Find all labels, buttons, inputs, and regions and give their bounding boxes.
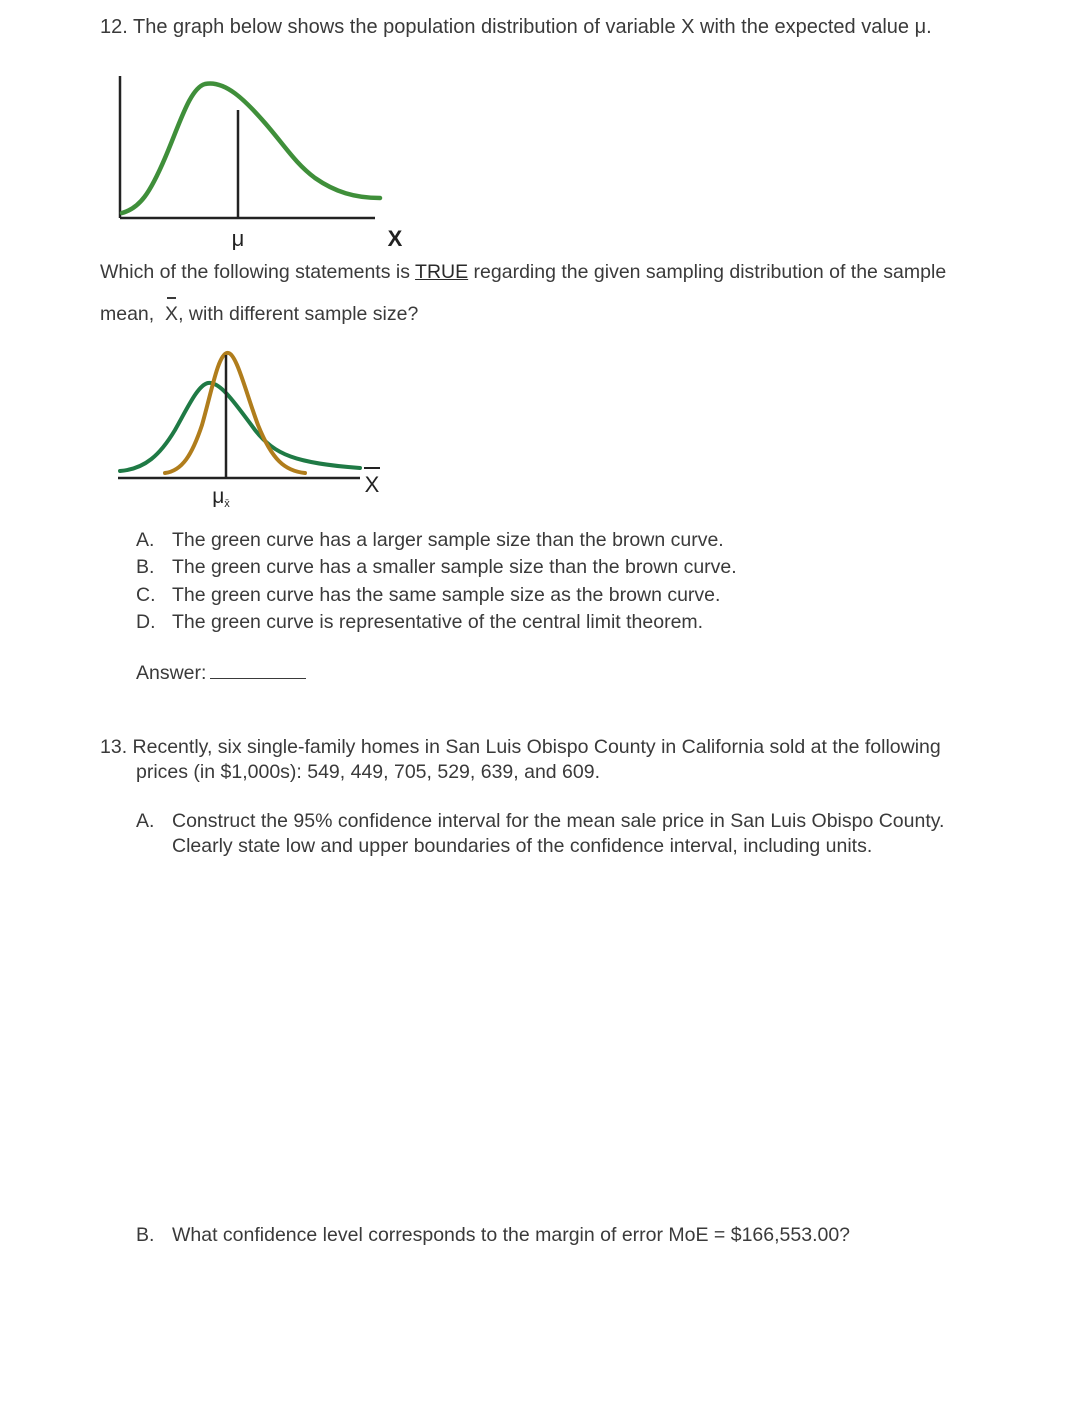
population-curve [122, 83, 380, 213]
question-13 [100, 735, 1040, 785]
prompt-text-cont: regarding the given sampling distribution of the sample [468, 261, 947, 283]
option-a [136, 528, 737, 555]
option-d [136, 610, 737, 637]
option-letter: B. [136, 556, 155, 579]
x-bar-symbol: X [165, 303, 179, 325]
answer-label: Answer: [136, 662, 207, 684]
option-c [136, 583, 737, 610]
option-letter: A. [136, 529, 155, 551]
x-label: X [387, 226, 403, 251]
option-b [136, 555, 737, 582]
question-13-part-b [136, 1224, 850, 1247]
part-text-cont: Clearly state low and upper boundaries of the confidence interval, including units. [172, 835, 873, 857]
part-text: Construct the 95% confidence interval for the mean sale price in San Luis Obispo County. [172, 810, 945, 832]
part-letter: B. [136, 1224, 155, 1246]
answer-options [136, 528, 737, 637]
option-text: The green curve has a smaller sample size than the brown curve. [172, 556, 737, 579]
option-text: The green curve has a larger sample size than the brown curve. [172, 529, 724, 551]
question-12-prompt-line2 [100, 303, 418, 326]
part-text: What confidence level corresponds to the margin of error MoE = $166,553.00? [172, 1224, 851, 1246]
prompt-mean-word: mean, [100, 303, 155, 325]
prompt-text: Which of the following statements is [100, 261, 416, 283]
question-intro-cont: prices (in $1,000s): 549, 449, 705, 529, 639, and 609. [136, 761, 601, 783]
question-number: 12. [100, 16, 128, 38]
question-13-part-a [136, 809, 1036, 859]
question-12-title [100, 16, 932, 39]
mu-xbar-label: μx̄ [212, 485, 230, 510]
question-12-prompt-line1 [100, 261, 946, 284]
prompt-text-end: , with different sample size? [178, 303, 419, 325]
emphasis-true: TRUE [415, 261, 469, 283]
question-text: The graph below shows the population distribution of variable X with the expected value μ. [133, 16, 932, 38]
option-letter: C. [136, 583, 156, 606]
option-text: The green curve is representative of the central limit theorem. [172, 610, 704, 633]
option-text: The green curve has the same sample size as the brown curve. [172, 583, 721, 606]
question-intro: Recently, six single-family homes in San Luis Obispo County in California sold at the following [132, 736, 941, 758]
sampling-distribution-graph [110, 345, 400, 515]
option-letter: D. [136, 610, 156, 633]
green-curve [120, 383, 360, 471]
question-number: 13. [100, 736, 128, 758]
mu-label: μ [231, 226, 245, 251]
answer-line [136, 662, 306, 685]
x-bar-label: X [364, 472, 380, 497]
answer-blank[interactable] [210, 664, 306, 679]
population-distribution-graph [110, 68, 410, 253]
part-letter: A. [136, 810, 155, 832]
